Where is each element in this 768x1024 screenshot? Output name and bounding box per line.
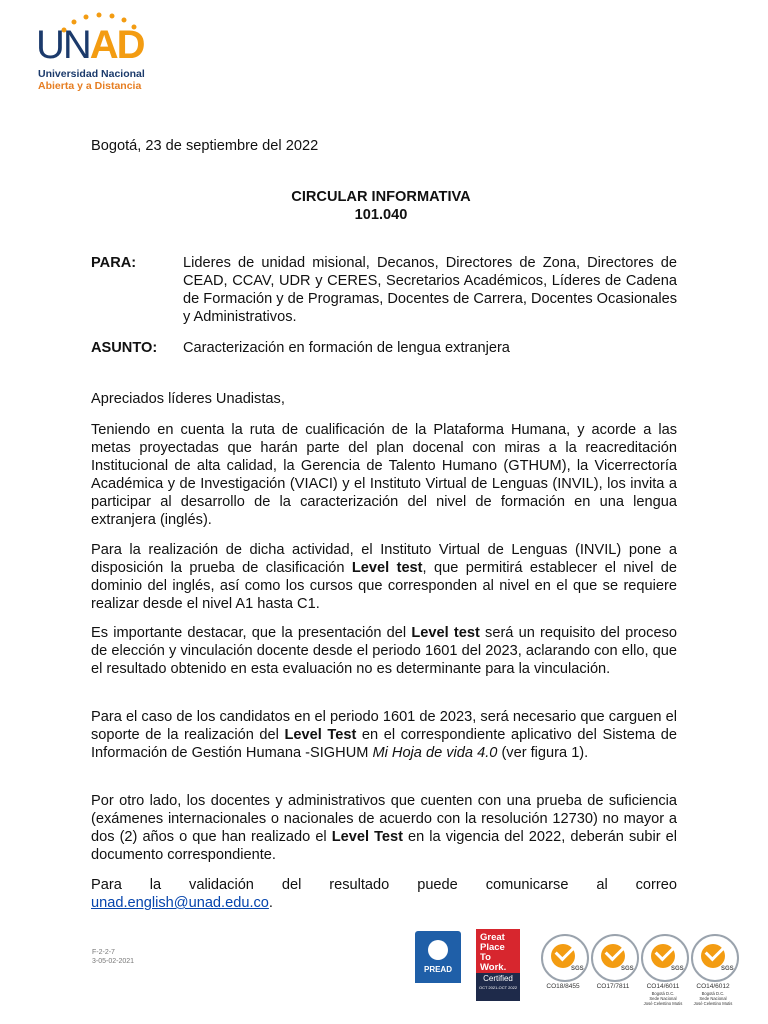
logo-wordmark: UNAD: [36, 23, 144, 67]
cert-location-4: Bogotá D.C. Sede Nacional José Celestino Mutis: [693, 991, 733, 1006]
circular-number: 101.040: [354, 207, 408, 223]
email-link[interactable]: unad.english@unad.edu.co: [91, 895, 269, 911]
sgs-seal-3: SGS: [641, 934, 689, 982]
letter-date: Bogotá, 23 de septiembre del 2022: [91, 138, 319, 154]
paragraph-5: Por otro lado, los docentes y administrativos que cuenten con una prueba de suficiencia (exámenes internacionales o nacionales de acuerdo con la resolución 12730) no mayor a dos (2) años o que han realizado el Level Test en la vigencia del 2022, deberán subir el documento correspondiente.: [91, 793, 677, 863]
asunto-subject: Caracterización en formación de lengua extranjera: [183, 340, 510, 356]
paragraph-3: Es importante destacar, que la presentación del Level test será un requisito del proceso de elección y vinculación docente desde el periodo 1601 del 2023, aclarando con ello, que el resultado obtenido en esta evaluación no es determinante para la vinculación.: [91, 625, 677, 677]
greeting: Apreciados líderes Unadistas,: [91, 391, 285, 407]
asunto-label: ASUNTO:: [91, 340, 158, 356]
sgs-seal-2: SGS: [591, 934, 639, 982]
circular-title-text: CIRCULAR INFORMATIVA: [291, 189, 471, 205]
circular-title: [91, 188, 671, 224]
unad-logo: [36, 12, 146, 92]
cert-code-3: CO14/6011: [646, 983, 680, 990]
sgs-seal-1: SGS: [541, 934, 589, 982]
cert-code-2: CO17/7811: [596, 983, 630, 990]
paragraph-6-line: Para la validación del resultado puede comunicarse al correo: [91, 877, 677, 893]
paragraph-4: Para el caso de los candidatos en el periodo 1601 de 2023, será necesario que carguen el soporte de la realización del Level Test en el correspondiente aplicativo del Sistema de Información de Gestión Humana -SIGHUM Mi Hoja de vida 4.0 (ver figura 1).: [91, 709, 678, 761]
logo-university-name: Universidad Nacional: [38, 68, 145, 80]
para-recipients: Lideres de unidad misional, Decanos, Directores de Zona, Directores de CEAD, CCAV, UDR y CERES, Secretarios Académicos, Líderes de Cadena de Formación y de Programas, Docentes de Carrera, Docentes Ocasionales y Administrativos.: [183, 255, 677, 325]
sgs-seal-4: SGS: [691, 934, 739, 982]
paragraph-2: Para la realización de dicha actividad, el Instituto Virtual de Lenguas (INVIL) pone a disposición la prueba de clasificación Level test, que permitirá establecer el nivel de dominio del inglés, así como los cursos que corresponden al nivel en el que se requiere realizar desde el nivel A1 hasta C1.: [91, 542, 678, 612]
pread-badge: PREAD: [415, 931, 461, 997]
pread-icon: [428, 940, 448, 960]
cert-code-1: CO18/8455: [546, 983, 580, 990]
great-place-to-work-badge: Great Place To Work. Certified OCT 2021-OCT 2022: [476, 929, 520, 1001]
paragraph-1: Teniendo en cuenta la ruta de cualificación de la Plataforma Humana, y acorde a las metas proyectadas que harán parte del plan docenal con miras a la reacreditación Institucional de alta calidad, la Gerencia de Talento Humano (GTHUM), la Vicerrectoría Académica y de Investigación (VIACI) y el Instituto Virtual de Lenguas (INVIL), los invita a participar al desarrollo de la caracterización del nivel de formación en una lengua extranjera (inglés).: [91, 422, 677, 528]
paragraph-6: Para la validación del resultado puede comunicarse al correo unad.english@unad.edu.co.: [91, 877, 677, 911]
form-code: F-2-2-7 3-05-02-2021: [92, 949, 135, 965]
para-label: PARA:: [91, 255, 137, 271]
cert-location-3: Bogotá D.C. Sede Nacional José Celestino Mutis: [643, 991, 683, 1006]
cert-code-4: CO14/6012: [696, 983, 730, 990]
logo-university-subtitle: Abierta y a Distancia: [38, 80, 142, 92]
